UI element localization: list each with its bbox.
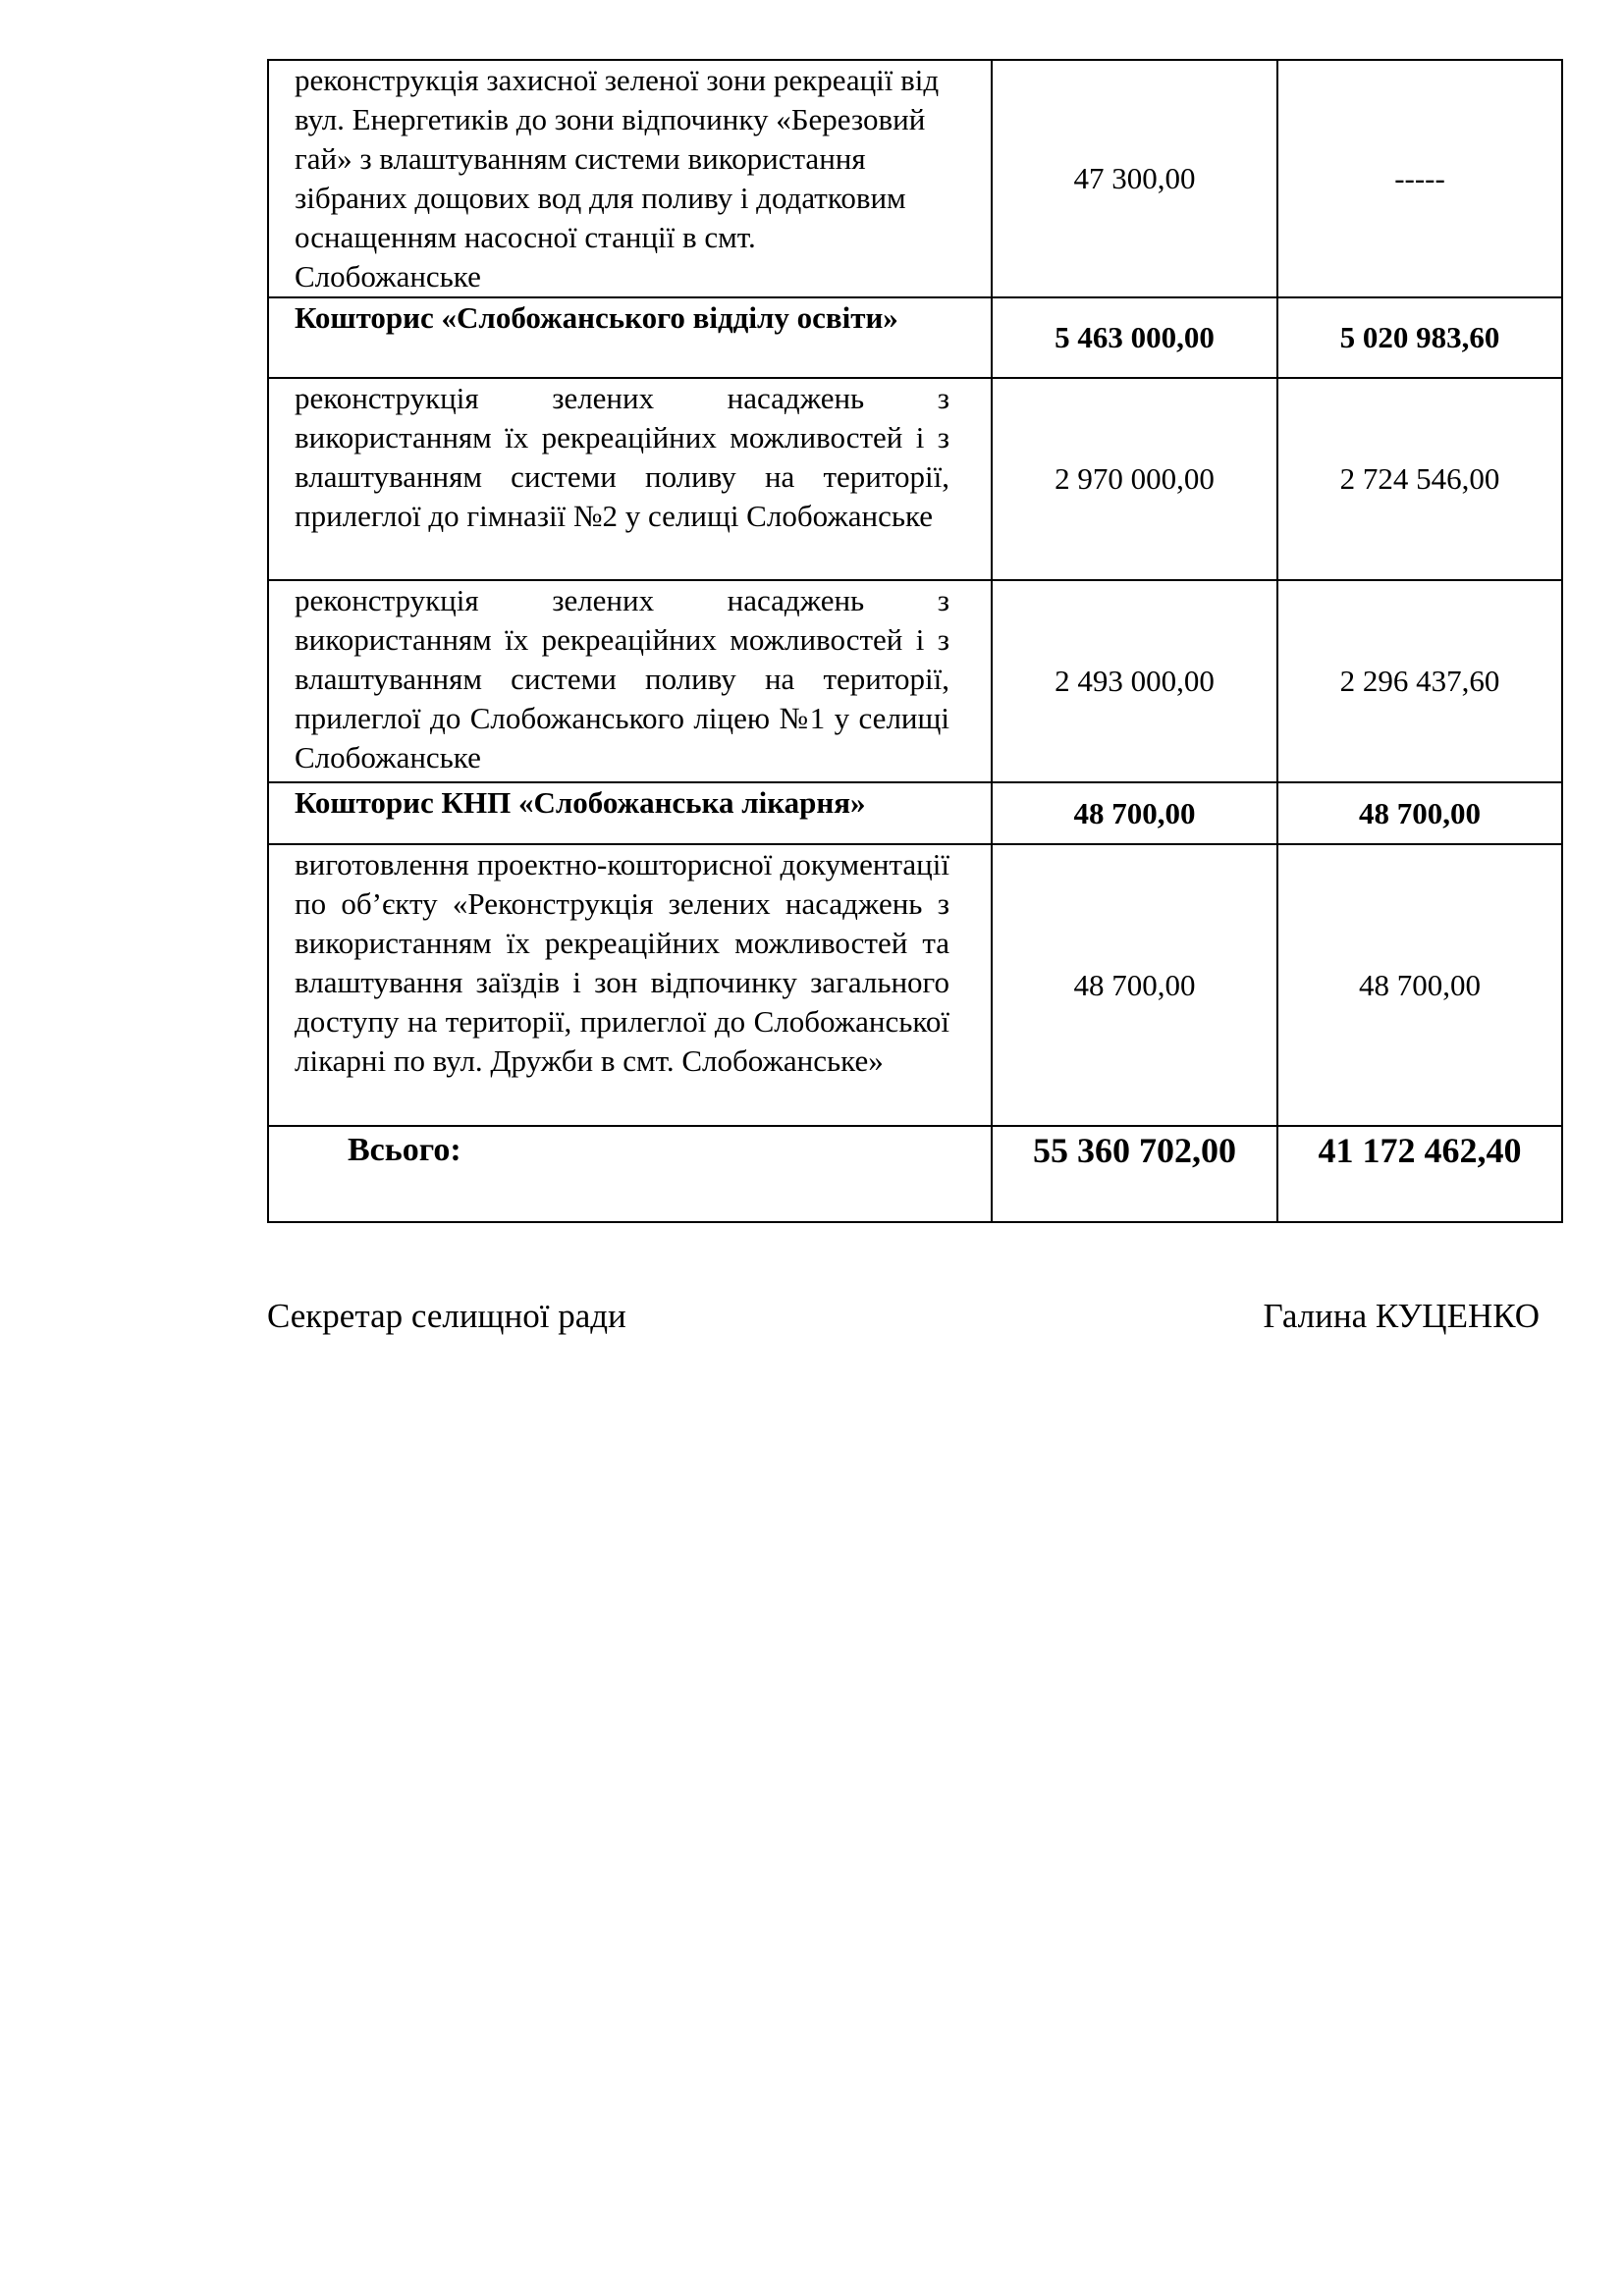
row-description: реконструкція зелених насаджень з використанням їх рекреаційних можливостей і з влаштуванням системи поливу на території, прилеглої до Слобожанського ліцею №1 у селищі Слобожанське [268,580,992,782]
section-description: Кошторис «Слобожанського відділу освіти» [268,297,992,378]
table-row-section [268,782,1562,844]
row-planned-amount: 2 970 000,00 [992,378,1277,580]
total-actual-amount: 41 172 462,40 [1277,1126,1562,1222]
row-actual-amount: 2 296 437,60 [1277,580,1562,782]
total-planned-amount: 55 360 702,00 [992,1126,1277,1222]
row-description: реконструкція захисної зеленої зони рекреації від вул. Енергетиків до зони відпочинку «Березовий гай» з влаштуванням системи використання зібраних дощових вод для поливу і додатковим оснащенням насосної станції в смт. Слобожанське [268,60,992,297]
table-row [268,844,1562,1126]
row-planned-amount: 47 300,00 [992,60,1277,297]
signatory-title: Секретар селищної ради [267,1297,626,1335]
row-description: виготовлення проектно-кошторисної документації по об’єкту «Реконструкція зелених насаджень з використанням їх рекреаційних можливостей та влаштування заїздів і зон відпочинку загального доступу на території, прилеглої до Слобожанської лікарні по вул. Дружби в смт. Слобожанське» [268,844,992,1126]
table-row [268,60,1562,297]
total-label: Всього: [268,1126,992,1222]
section-actual-amount: 48 700,00 [1277,782,1562,844]
table-row-section [268,297,1562,378]
table-row [268,580,1562,782]
table-row [268,378,1562,580]
signatory-name: Галина КУЦЕНКО [1263,1297,1540,1335]
row-planned-amount: 2 493 000,00 [992,580,1277,782]
section-description: Кошторис КНП «Слобожанська лікарня» [268,782,992,844]
row-actual-amount: ----- [1277,60,1562,297]
budget-table [267,59,1563,1223]
row-description: реконструкція зелених насаджень з використанням їх рекреаційних можливостей і з влаштуванням системи поливу на території, прилеглої до гімназії №2 у селищі Слобожанське [268,378,992,580]
section-planned-amount: 48 700,00 [992,782,1277,844]
table-row-total [268,1126,1562,1222]
row-planned-amount: 48 700,00 [992,844,1277,1126]
row-actual-amount: 2 724 546,00 [1277,378,1562,580]
row-actual-amount: 48 700,00 [1277,844,1562,1126]
section-actual-amount: 5 020 983,60 [1277,297,1562,378]
section-planned-amount: 5 463 000,00 [992,297,1277,378]
